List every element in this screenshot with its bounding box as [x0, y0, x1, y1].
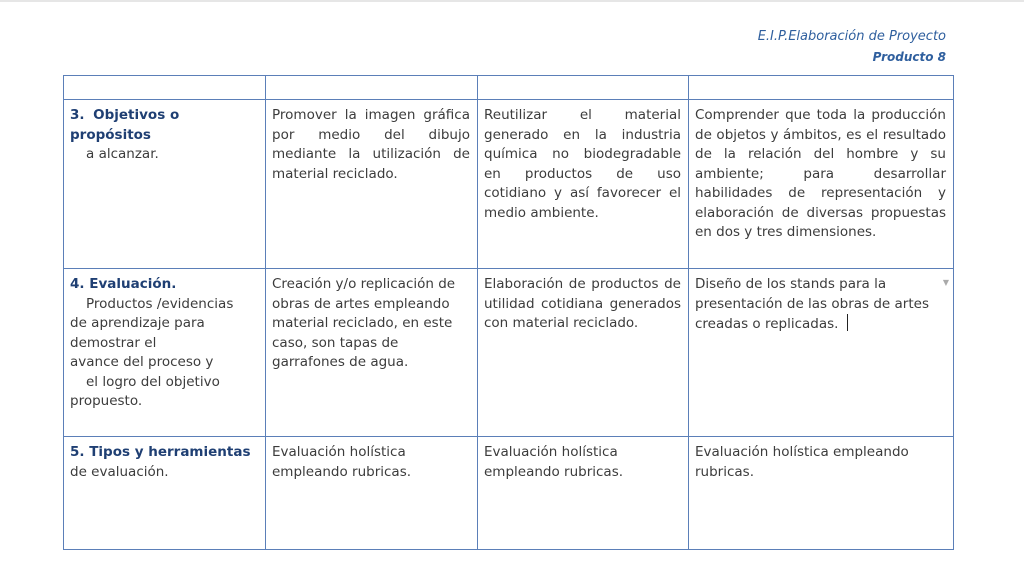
cell-evaluacion-col2[interactable]: Creación y/o replicación de obras de artes empleando material reciclado, en este caso, son tapas de garrafones de agua. [266, 269, 478, 437]
table-cell[interactable] [478, 76, 689, 100]
row-label-tipos[interactable] [64, 437, 266, 550]
label-bold: Objetivos o propósitos [70, 107, 180, 143]
label-line: propuesto. [70, 393, 143, 409]
cell-evaluacion-col4[interactable] [689, 269, 954, 437]
table-row-objetivos [64, 100, 954, 269]
text-cursor [847, 314, 849, 331]
top-divider [0, 0, 1024, 2]
cell-dropdown-icon[interactable]: ▼ [942, 278, 949, 287]
label-line: avance del proceso y [70, 354, 214, 370]
header-title: E.I.P.Elaboración de Proyecto [757, 29, 946, 44]
header-subtitle: Producto 8 [872, 50, 946, 64]
document-header [758, 28, 946, 66]
cell-objetivos-col4[interactable]: Comprender que toda la producción de objetos y ámbitos, es el resultado de la relación del hombre y su ambiente; para desarrollar habilidades de representación y elaboración de diversas propuestas en dos y tres dimensiones. [689, 100, 954, 269]
table-cell[interactable] [266, 76, 478, 100]
cell-tipos-col4[interactable]: Evaluación holística empleando rubricas. [689, 437, 954, 550]
row-label-evaluacion[interactable] [64, 269, 266, 437]
label-line: demostrar el [70, 334, 157, 351]
project-table [63, 75, 954, 550]
cell-objetivos-col2[interactable]: Promover la imagen gráfica por medio del dibujo mediante la utilización de material reciclado. [266, 100, 478, 269]
table-row-header-empty [64, 76, 954, 100]
table-cell[interactable] [689, 76, 954, 100]
label-bold: 4. Evaluación. [70, 276, 177, 292]
label-line: Productos /evidencias [86, 295, 234, 312]
cell-evaluacion-col3[interactable]: Elaboración de productos de utilidad cotidiana generados con material reciclado. [478, 269, 689, 437]
table-row-tipos [64, 437, 954, 550]
label-bold: 5. Tipos y herramientas [70, 444, 251, 460]
label-rest: de evaluación. [70, 463, 169, 480]
label-line: el logro del objetivo [86, 373, 220, 390]
label-line: de aprendizaje para [70, 315, 205, 331]
cell-tipos-col3[interactable]: Evaluación holística empleando rubricas. [478, 437, 689, 550]
cell-objetivos-col3[interactable]: Reutilizar el material generado en la industria química no biodegradable en productos de uso cotidiano y así favorecer el medio ambiente. [478, 100, 689, 269]
label-number: 3. [70, 107, 85, 123]
cell-tipos-col2[interactable]: Evaluación holística empleando rubricas. [266, 437, 478, 550]
label-rest: a alcanzar. [86, 146, 159, 162]
cell-text: Diseño de los stands para la presentación de las obras de artes creadas o replicadas. [695, 276, 929, 332]
row-label-objetivos[interactable] [64, 100, 266, 269]
table-cell[interactable] [64, 76, 266, 100]
table-row-evaluacion [64, 269, 954, 437]
